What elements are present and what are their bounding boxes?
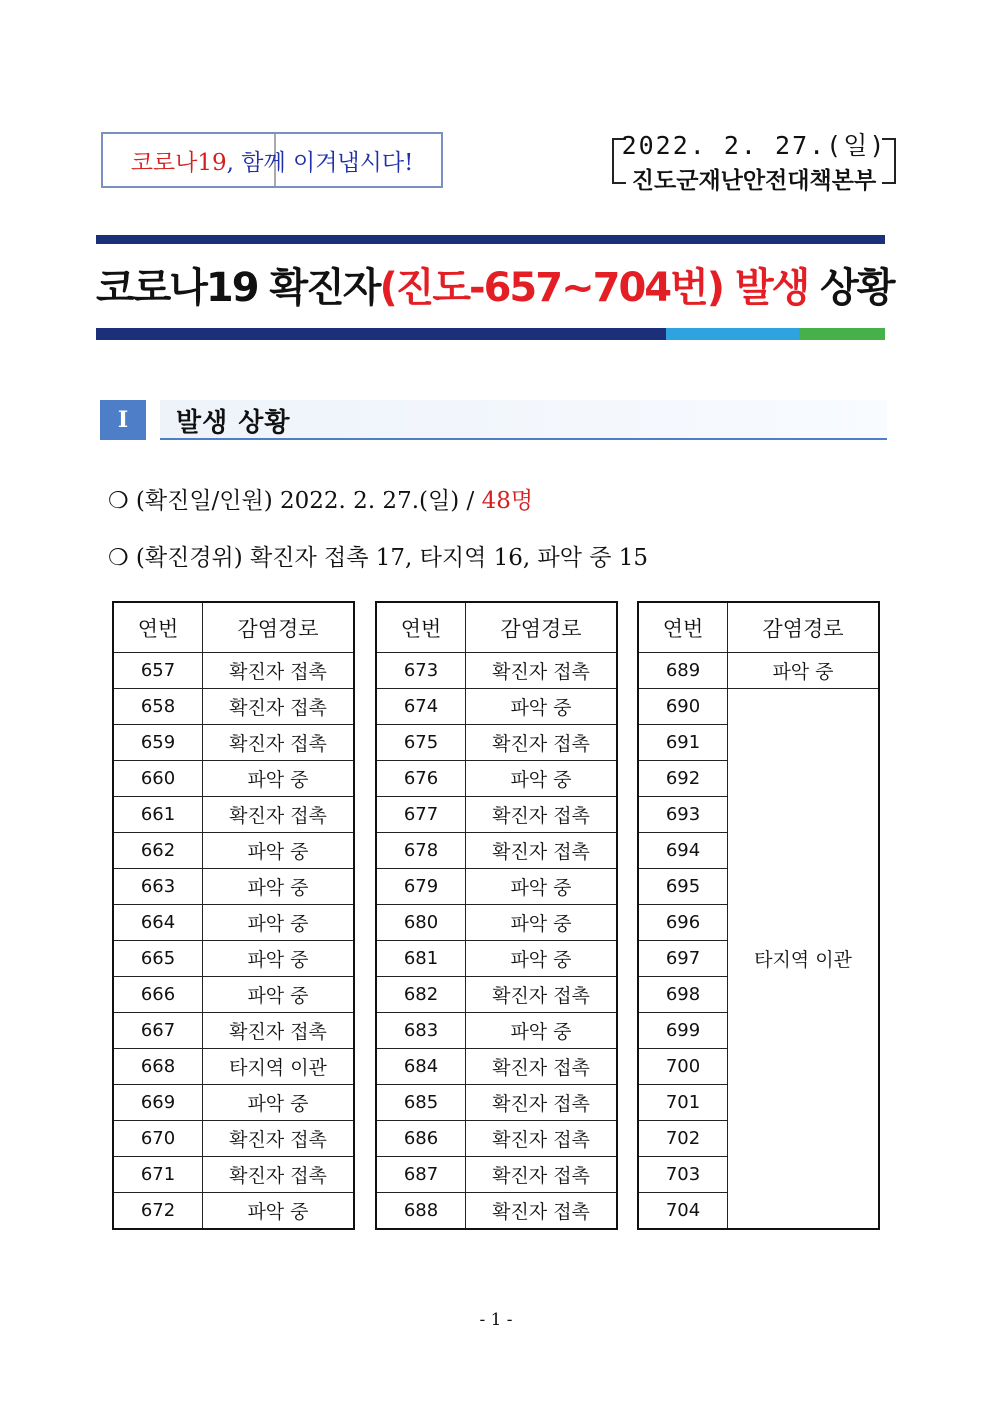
- table-row: [376, 833, 617, 869]
- infection-route: 파악 중: [203, 833, 355, 869]
- case-number: 666: [113, 977, 203, 1013]
- table-row: [113, 1121, 354, 1157]
- table-row: [376, 1157, 617, 1193]
- infection-route: 파악 중: [203, 905, 355, 941]
- table-row: [376, 653, 617, 689]
- case-number: 689: [638, 653, 728, 689]
- infection-route: 확진자 접촉: [203, 797, 355, 833]
- infection-route: 파악 중: [466, 1013, 618, 1049]
- case-number: 699: [638, 1013, 728, 1049]
- table-row: [376, 869, 617, 905]
- case-number: 704: [638, 1193, 728, 1230]
- bullet-1-text: ❍ (확진일/인원) 2022. 2. 27.(일) /: [108, 488, 482, 514]
- table-row: [113, 869, 354, 905]
- case-number: 700: [638, 1049, 728, 1085]
- case-number: 669: [113, 1085, 203, 1121]
- infection-route: 파악 중: [466, 905, 618, 941]
- infection-route: 확진자 접촉: [466, 797, 618, 833]
- table-row: [113, 833, 354, 869]
- case-number: 662: [113, 833, 203, 869]
- case-number: 671: [113, 1157, 203, 1193]
- page-number: - 1 -: [479, 1310, 513, 1330]
- infection-route: 확진자 접촉: [466, 1049, 618, 1085]
- infection-route: 확진자 접촉: [203, 653, 355, 689]
- slogan-box: [101, 132, 443, 188]
- slogan-text: [103, 134, 441, 186]
- title-bottom-bar-navy: [96, 328, 666, 340]
- case-table-3: [637, 601, 880, 1230]
- bullet-1-count: 48명: [481, 488, 534, 514]
- table-row: [376, 1049, 617, 1085]
- table-row: [113, 941, 354, 977]
- case-number: 682: [376, 977, 466, 1013]
- case-number: 676: [376, 761, 466, 797]
- case-number: 673: [376, 653, 466, 689]
- case-number: 686: [376, 1121, 466, 1157]
- infection-route: 파악 중: [203, 761, 355, 797]
- table-row: [113, 689, 354, 725]
- header-route: 감염경로: [466, 602, 618, 653]
- table-row: [376, 1013, 617, 1049]
- bullet-confirmed-route: ❍ (확진경위) 확진자 접촉 17, 타지역 16, 파악 중 15: [108, 545, 649, 571]
- table-row: [376, 941, 617, 977]
- infection-route: 파악 중: [466, 869, 618, 905]
- date-bracket: [612, 130, 896, 194]
- case-number: 681: [376, 941, 466, 977]
- header-route: 감염경로: [203, 602, 355, 653]
- infection-route: 확진자 접촉: [203, 1157, 355, 1193]
- table-row: [376, 689, 617, 725]
- case-number: 697: [638, 941, 728, 977]
- table-row: [113, 977, 354, 1013]
- case-number: 668: [113, 1049, 203, 1085]
- case-number: 665: [113, 941, 203, 977]
- case-number: 698: [638, 977, 728, 1013]
- case-number: 696: [638, 905, 728, 941]
- section-number: Ⅰ: [100, 400, 146, 440]
- infection-route: 확진자 접촉: [203, 689, 355, 725]
- table-row: [376, 977, 617, 1013]
- case-number: 693: [638, 797, 728, 833]
- case-table-1: [112, 601, 355, 1230]
- table-row: [638, 653, 879, 689]
- title-prefix: 코로나19 확진자: [96, 265, 380, 311]
- case-number: 684: [376, 1049, 466, 1085]
- title-bottom-bar-green: [799, 328, 885, 340]
- table-row: [113, 905, 354, 941]
- report-date: 2022. 2. 27.(일): [621, 131, 887, 160]
- infection-route: 확진자 접촉: [466, 1085, 618, 1121]
- case-number: 657: [113, 653, 203, 689]
- case-number: 660: [113, 761, 203, 797]
- case-number: 670: [113, 1121, 203, 1157]
- infection-route: 확진자 접촉: [466, 1121, 618, 1157]
- infection-route: 파악 중: [466, 761, 618, 797]
- table-row: [376, 725, 617, 761]
- infection-route: 파악 중: [203, 869, 355, 905]
- table-row: [376, 761, 617, 797]
- header-no: 연번: [376, 602, 466, 653]
- infection-route: 확진자 접촉: [466, 833, 618, 869]
- header-no: 연번: [638, 602, 728, 653]
- case-number: 690: [638, 689, 728, 725]
- case-number: 687: [376, 1157, 466, 1193]
- table-row: [113, 1049, 354, 1085]
- infection-route: 확진자 접촉: [203, 725, 355, 761]
- table-row: [376, 1121, 617, 1157]
- table-row: [113, 1157, 354, 1193]
- case-number: 678: [376, 833, 466, 869]
- case-number: 692: [638, 761, 728, 797]
- case-number: 685: [376, 1085, 466, 1121]
- infection-route: 파악 중: [203, 977, 355, 1013]
- title-highlight: (진도-657~704번) 발생: [379, 265, 809, 311]
- table-row: [113, 653, 354, 689]
- infection-route: 확진자 접촉: [203, 1121, 355, 1157]
- case-number: 674: [376, 689, 466, 725]
- infection-route: 파악 중: [203, 941, 355, 977]
- header-no: 연번: [113, 602, 203, 653]
- case-number: 672: [113, 1193, 203, 1230]
- table-row: [113, 1193, 354, 1230]
- table-row: [376, 797, 617, 833]
- case-number: 677: [376, 797, 466, 833]
- slogan-part2: , 함께 이겨냅시다!: [226, 149, 414, 176]
- case-number: 667: [113, 1013, 203, 1049]
- infection-route: 확진자 접촉: [466, 977, 618, 1013]
- title-top-bar: [96, 235, 885, 244]
- table-row: [113, 761, 354, 797]
- case-number: 694: [638, 833, 728, 869]
- case-number: 702: [638, 1121, 728, 1157]
- case-number: 675: [376, 725, 466, 761]
- infection-route: 파악 중: [466, 941, 618, 977]
- page-title: [96, 256, 894, 313]
- infection-route: 타지역 이관: [203, 1049, 355, 1085]
- case-number: 663: [113, 869, 203, 905]
- infection-route: 확진자 접촉: [466, 653, 618, 689]
- table-row: [113, 725, 354, 761]
- case-number: 679: [376, 869, 466, 905]
- bullet-confirmed-date: [108, 482, 533, 515]
- case-number: 659: [113, 725, 203, 761]
- case-number: 683: [376, 1013, 466, 1049]
- case-table-2: [375, 601, 618, 1230]
- table-row: [113, 1013, 354, 1049]
- header-route: 감염경로: [728, 602, 880, 653]
- case-number: 688: [376, 1193, 466, 1230]
- infection-route: 파악 중: [203, 1085, 355, 1121]
- case-number: 658: [113, 689, 203, 725]
- infection-route: 확진자 접촉: [466, 1193, 618, 1230]
- infection-route: 파악 중: [203, 1193, 355, 1230]
- table-row: [113, 797, 354, 833]
- case-number: 703: [638, 1157, 728, 1193]
- slogan-part1: 코로나19: [130, 149, 227, 176]
- infection-route: 확진자 접촉: [466, 1157, 618, 1193]
- title-bottom-bar-sky: [666, 328, 799, 340]
- table-row: [376, 1085, 617, 1121]
- case-number: 680: [376, 905, 466, 941]
- organization-name: 진도군재난안전대책본부: [631, 168, 877, 194]
- infection-route: 파악 중: [466, 689, 618, 725]
- case-number: 691: [638, 725, 728, 761]
- infection-route: 확진자 접촉: [203, 1013, 355, 1049]
- title-suffix: 상황: [808, 265, 894, 311]
- case-number: 661: [113, 797, 203, 833]
- table-row: [638, 689, 879, 725]
- table-row: [376, 1193, 617, 1230]
- case-number: 664: [113, 905, 203, 941]
- case-number: 701: [638, 1085, 728, 1121]
- table-row: [376, 905, 617, 941]
- section-title: 발생 상황: [176, 408, 291, 438]
- case-number: 695: [638, 869, 728, 905]
- merged-infection-route: 타지역 이관: [728, 689, 880, 1230]
- infection-route: 파악 중: [728, 653, 880, 689]
- infection-route: 확진자 접촉: [466, 725, 618, 761]
- table-row: [113, 1085, 354, 1121]
